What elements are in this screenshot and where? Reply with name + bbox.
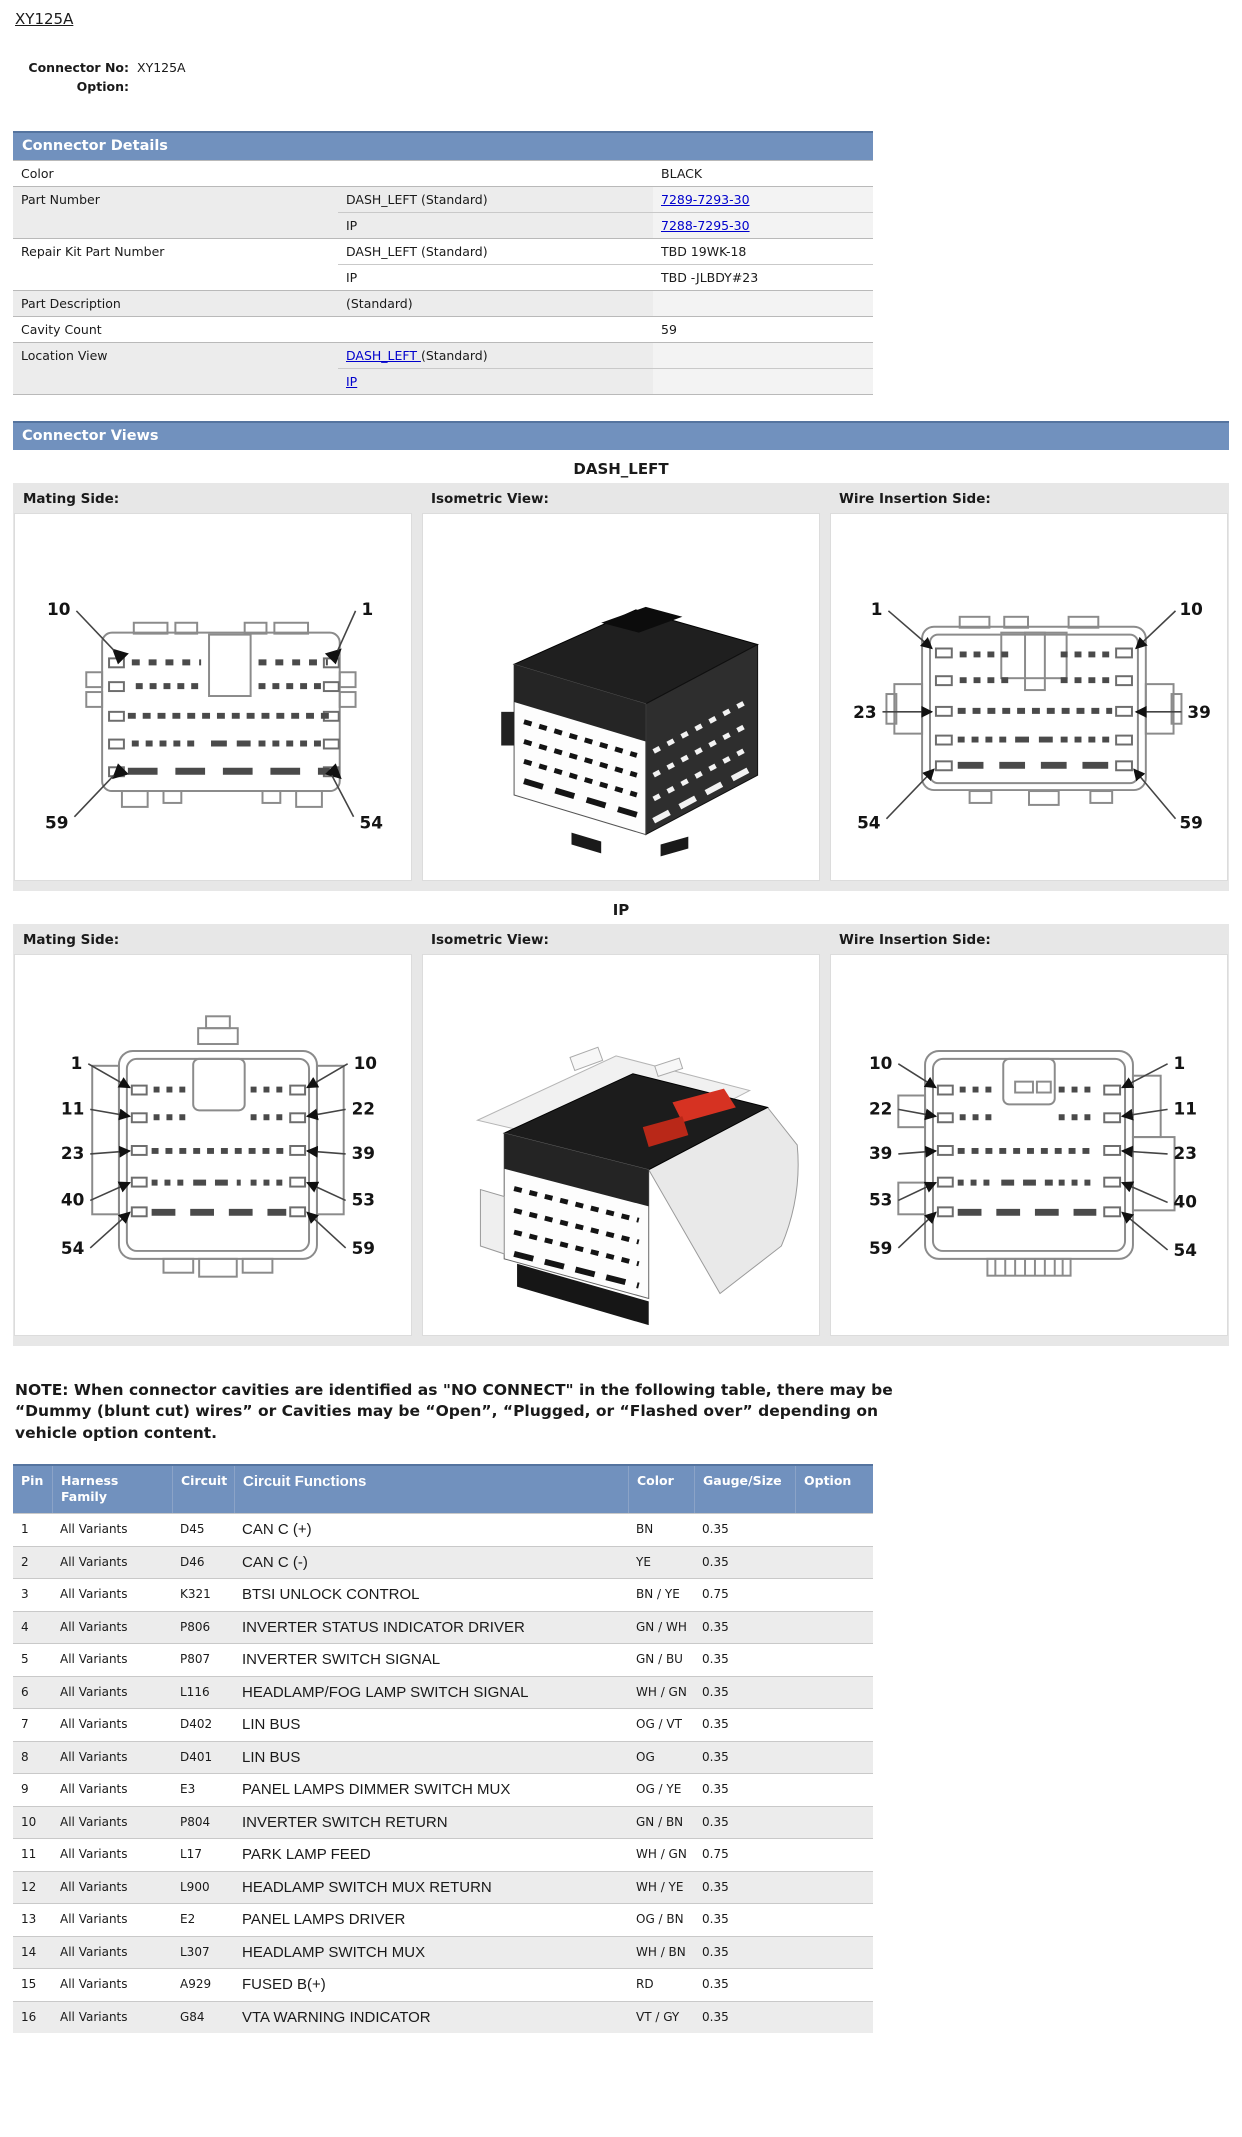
details-row-subs — [338, 239, 873, 290]
pin-cell: 13 — [21, 1912, 37, 1927]
option-cell — [795, 1872, 873, 1904]
wire-color-cell: OG / BN — [636, 1912, 684, 1927]
wire-color-cell: OG — [636, 1749, 655, 1764]
wire-color-cell: WH / GN — [636, 1847, 687, 1862]
pin-row — [13, 1806, 873, 1839]
pin-row — [13, 1936, 873, 1969]
details-middle-cell: DASH_LEFT (Standard) — [346, 243, 488, 259]
pin-cell: 4 — [21, 1619, 29, 1634]
circuit-cell: P804 — [180, 1814, 211, 1829]
details-rows — [13, 160, 873, 395]
circuit-cell: P806 — [180, 1619, 211, 1634]
pin-row — [13, 1871, 873, 1904]
pin-callout: 53 — [351, 1189, 376, 1210]
pin-row — [13, 1513, 873, 1546]
pin-cell: 6 — [21, 1684, 29, 1699]
circuit-cell: E2 — [180, 1912, 196, 1927]
details-row-label: Cavity Count — [21, 321, 102, 337]
dash-left-mating-drawing — [14, 513, 412, 881]
pin-callout: 1 — [361, 598, 374, 619]
wire-color-cell: GN / BU — [636, 1652, 683, 1667]
wire-color-cell: GN / BN — [636, 1814, 684, 1829]
circuit-cell: P807 — [180, 1652, 211, 1667]
gauge-cell: 0.35 — [702, 1522, 729, 1537]
connector-no-value: XY125A — [137, 60, 186, 75]
gauge-cell: 0.35 — [702, 1749, 729, 1764]
pin-cell: 11 — [21, 1847, 37, 1862]
circuit-cell: D402 — [180, 1717, 213, 1732]
details-value-cell: BLACK — [661, 165, 703, 181]
connector-no-line — [17, 58, 1242, 77]
pin-row — [13, 1773, 873, 1806]
pin-callout: 11 — [1173, 1098, 1197, 1119]
details-middle-cell — [338, 317, 653, 342]
header-pin: Pin — [21, 1472, 44, 1488]
details-middle-cell: DASH_LEFT (Standard) — [346, 347, 488, 363]
details-row — [13, 160, 873, 186]
header-harness-family: Harness Family — [52, 1466, 172, 1514]
gauge-cell: 0.35 — [702, 1619, 729, 1634]
circuit-cell: D46 — [180, 1554, 205, 1569]
dash-left-isometric-panel — [422, 483, 820, 881]
pin-row — [13, 1708, 873, 1741]
pin-row — [13, 1741, 873, 1774]
pin-table — [13, 1464, 873, 2034]
option-cell — [795, 1904, 873, 1936]
wire-color-cell: WH / YE — [636, 1879, 684, 1894]
harness-family-cell: All Variants — [60, 1554, 128, 1569]
circuit-function-cell: HEADLAMP/FOG LAMP SWITCH SIGNAL — [242, 1683, 529, 1701]
header-gauge-size: Gauge/Size — [694, 1466, 795, 1514]
details-row-subs — [338, 343, 873, 394]
wire-color-cell: VT / GY — [636, 2009, 680, 2024]
wire-color-cell: BN — [636, 1522, 654, 1537]
pin-cell: 16 — [21, 2009, 37, 2024]
details-row — [13, 290, 873, 316]
wire-color-cell: GN / WH — [636, 1619, 687, 1634]
wire-color-cell: BN / YE — [636, 1587, 680, 1602]
panel-title-wire-insertion: Wire Insertion Side: — [839, 490, 991, 507]
pin-row — [13, 1676, 873, 1709]
pin-callout: 10 — [47, 598, 71, 619]
details-value-cell — [653, 369, 873, 394]
pin-cell: 15 — [21, 1977, 37, 1992]
gauge-cell: 0.35 — [702, 1652, 729, 1667]
panel-title-isometric: Isometric View: — [431, 931, 549, 948]
wire-color-cell: RD — [636, 1977, 654, 1992]
harness-family-cell: All Variants — [60, 1814, 128, 1829]
circuit-function-cell: INVERTER SWITCH RETURN — [242, 1813, 448, 1831]
pin-callout: 39 — [351, 1142, 376, 1163]
no-connect-note: NOTE: When connector cavities are identified as "NO CONNECT" in the following table, there may be “Dummy (blunt cut) wires” or Cavities may be “Open”, “Plugged, or “Flashed over” depending on vehicle option content. — [15, 1380, 893, 1442]
option-cell — [795, 1514, 873, 1546]
details-sub-row — [338, 264, 873, 290]
harness-family-cell: All Variants — [60, 1879, 128, 1894]
pin-row — [13, 1546, 873, 1579]
gauge-cell: 0.35 — [702, 2009, 729, 2024]
circuit-function-cell: HEADLAMP SWITCH MUX — [242, 1943, 426, 1961]
details-value-cell: 59 — [661, 321, 677, 337]
gauge-cell: 0.35 — [702, 1977, 729, 1992]
pin-cell: 12 — [21, 1879, 37, 1894]
pin-row — [13, 2001, 873, 2034]
connector-views-header: Connector Views — [13, 421, 1229, 450]
part-number-link[interactable]: 7288-7295-30 — [661, 217, 750, 233]
pin-callout: 40 — [1173, 1191, 1197, 1212]
isometric-connector-diagram — [423, 514, 819, 880]
gauge-cell: 0.35 — [702, 1944, 729, 1959]
harness-family-cell: All Variants — [60, 1944, 128, 1959]
details-value-cell — [653, 187, 873, 212]
pin-callout: 1 — [70, 1052, 83, 1073]
pin-cell: 14 — [21, 1944, 37, 1959]
details-row-label: Repair Kit Part Number — [21, 243, 165, 259]
circuit-cell: K321 — [180, 1587, 211, 1602]
option-cell — [795, 1839, 873, 1871]
harness-family-cell: All Variants — [60, 1619, 128, 1634]
details-row-subs — [338, 291, 873, 316]
details-row — [13, 238, 873, 290]
location-view-link[interactable]: IP — [346, 373, 358, 389]
details-middle-cell — [338, 161, 653, 186]
connector-face-diagram — [831, 514, 1227, 880]
pin-callout: 22 — [868, 1098, 893, 1119]
harness-family-cell: All Variants — [60, 1522, 128, 1537]
ip-mating-drawing — [14, 954, 412, 1336]
wire-color-cell: WH / BN — [636, 1944, 686, 1959]
gauge-cell: 0.35 — [702, 1684, 729, 1699]
circuit-cell: L900 — [180, 1879, 210, 1894]
circuit-function-cell: PANEL LAMPS DIMMER SWITCH MUX — [242, 1781, 511, 1799]
pin-callout: 54 — [1173, 1239, 1197, 1260]
option-cell — [795, 1612, 873, 1644]
wire-color-cell: WH / GN — [636, 1684, 687, 1699]
circuit-function-cell: VTA WARNING INDICATOR — [242, 2008, 431, 2026]
circuit-cell: L307 — [180, 1944, 210, 1959]
circuit-function-cell: CAN C (+) — [242, 1521, 312, 1539]
pin-callout: 54 — [857, 812, 881, 833]
wire-color-cell: YE — [636, 1554, 651, 1569]
dash-left-views — [13, 483, 1229, 891]
details-row-label: Color — [21, 165, 54, 181]
pin-cell: 1 — [21, 1522, 29, 1537]
pin-cell: 5 — [21, 1652, 29, 1667]
details-row-subs — [338, 317, 873, 342]
pin-callout: 53 — [868, 1189, 893, 1210]
ip-views — [13, 924, 1229, 1346]
page-title: XY125A — [15, 10, 74, 28]
circuit-cell: D401 — [180, 1749, 213, 1764]
gauge-cell: 0.75 — [702, 1587, 729, 1602]
option-cell — [795, 1774, 873, 1806]
connector-no-label: Connector No: — [28, 60, 129, 75]
pin-row — [13, 1903, 873, 1936]
option-cell — [795, 1742, 873, 1774]
pin-cell: 7 — [21, 1717, 29, 1732]
circuit-function-cell: INVERTER STATUS INDICATOR DRIVER — [242, 1618, 525, 1636]
option-cell — [795, 1969, 873, 2001]
dash-left-mating-panel — [14, 483, 412, 881]
circuit-function-cell: LIN BUS — [242, 1748, 301, 1766]
dash-left-wire-insertion-drawing — [830, 513, 1228, 881]
pin-cell: 2 — [21, 1554, 29, 1569]
ip-isometric-panel — [422, 924, 820, 1336]
circuit-function-cell: PARK LAMP FEED — [242, 1846, 371, 1864]
pin-callout: 22 — [351, 1098, 376, 1119]
section-label-ip: IP — [612, 900, 630, 919]
pin-cell: 3 — [21, 1587, 29, 1602]
pin-callout: 23 — [853, 701, 877, 722]
circuit-cell: E3 — [180, 1782, 196, 1797]
dash-left-wire-insertion-panel — [830, 483, 1228, 881]
pin-row — [13, 1578, 873, 1611]
details-value-cell — [653, 291, 873, 316]
pin-callout: 11 — [60, 1098, 85, 1119]
harness-family-cell: All Variants — [60, 1912, 128, 1927]
gauge-cell: 0.35 — [702, 1782, 729, 1797]
panel-title-mating: Mating Side: — [23, 490, 120, 507]
pin-row — [13, 1968, 873, 2001]
panel-title-wire-insertion: Wire Insertion Side: — [839, 931, 991, 948]
connector-meta — [17, 58, 1242, 97]
circuit-function-cell: PANEL LAMPS DRIVER — [242, 1911, 406, 1929]
details-value-cell: TBD -JLBDY#23 — [661, 269, 759, 285]
details-sub-row — [338, 212, 873, 238]
details-sub-row — [338, 368, 873, 394]
details-row-label: Part Description — [21, 295, 121, 311]
wire-color-cell: OG / VT — [636, 1717, 682, 1732]
isometric-connector-diagram — [423, 955, 819, 1335]
harness-family-cell: All Variants — [60, 1782, 128, 1797]
header-option: Option — [795, 1466, 873, 1514]
gauge-cell: 0.35 — [702, 1717, 729, 1732]
header-circuit-functions: Circuit Functions — [234, 1466, 628, 1514]
details-sub-row — [338, 343, 873, 368]
option-cell — [795, 1579, 873, 1611]
details-sub-row — [338, 317, 873, 342]
pin-table-body — [13, 1513, 873, 2033]
pin-table-header — [13, 1464, 873, 1514]
harness-family-cell: All Variants — [60, 1587, 128, 1602]
pin-cell: 8 — [21, 1749, 29, 1764]
panel-title-isometric: Isometric View: — [431, 490, 549, 507]
location-view-link[interactable]: DASH_LEFT — [346, 347, 421, 363]
details-row — [13, 316, 873, 342]
ip-wire-insertion-panel — [830, 924, 1228, 1336]
details-row-subs — [338, 187, 873, 238]
details-middle-cell: DASH_LEFT (Standard) — [346, 191, 488, 207]
details-row — [13, 186, 873, 238]
panel-title-mating: Mating Side: — [23, 931, 120, 948]
pin-callout: 59 — [868, 1237, 893, 1258]
pin-cell: 9 — [21, 1782, 29, 1797]
header-color: Color — [628, 1466, 694, 1514]
details-middle-cell: IP — [346, 217, 358, 233]
pin-callout: 23 — [1173, 1142, 1197, 1163]
gauge-cell: 0.35 — [702, 1879, 729, 1894]
details-middle-cell: (Standard) — [346, 295, 413, 311]
circuit-cell: A929 — [180, 1977, 212, 1992]
pin-callout: 39 — [1187, 701, 1211, 722]
gauge-cell: 0.35 — [702, 1912, 729, 1927]
circuit-function-cell: FUSED B(+) — [242, 1976, 326, 1994]
pin-callout: 10 — [868, 1052, 893, 1073]
circuit-function-cell: BTSI UNLOCK CONTROL — [242, 1586, 420, 1604]
details-sub-row — [338, 161, 873, 186]
harness-family-cell: All Variants — [60, 1652, 128, 1667]
gauge-cell: 0.35 — [702, 1554, 729, 1569]
option-cell — [795, 1677, 873, 1709]
pin-callout: 1 — [870, 598, 883, 619]
details-value-cell — [653, 343, 873, 368]
harness-family-cell: All Variants — [60, 1717, 128, 1732]
ip-mating-panel — [14, 924, 412, 1336]
pin-callout: 54 — [60, 1237, 85, 1258]
circuit-cell: L116 — [180, 1684, 210, 1699]
pin-callout: 39 — [868, 1142, 893, 1163]
circuit-cell: D45 — [180, 1522, 205, 1537]
pin-callout: 10 — [353, 1052, 378, 1073]
connector-details-header: Connector Details — [13, 131, 873, 160]
harness-family-cell: All Variants — [60, 1749, 128, 1764]
dash-left-isometric-drawing — [422, 513, 820, 881]
option-cell — [795, 2002, 873, 2034]
details-row-label: Location View — [21, 347, 108, 363]
gauge-cell: 0.35 — [702, 1814, 729, 1829]
details-row — [13, 342, 873, 394]
pin-callout: 59 — [1179, 812, 1203, 833]
connector-face-diagram — [15, 514, 411, 880]
gauge-cell: 0.75 — [702, 1847, 729, 1862]
header-circuit: Circuit — [172, 1466, 234, 1514]
harness-family-cell: All Variants — [60, 2009, 128, 2024]
option-cell — [795, 1937, 873, 1969]
circuit-cell: L17 — [180, 1847, 202, 1862]
details-row-label: Part Number — [21, 191, 100, 207]
ip-wire-insertion-drawing — [830, 954, 1228, 1336]
option-cell — [795, 1547, 873, 1579]
pin-callout: 59 — [45, 812, 69, 833]
option-cell — [795, 1807, 873, 1839]
option-label: Option: — [76, 79, 129, 95]
details-middle-cell: IP — [346, 269, 358, 285]
option-line — [17, 77, 1242, 96]
pin-row — [13, 1611, 873, 1644]
circuit-function-cell: INVERTER SWITCH SIGNAL — [242, 1651, 441, 1669]
pin-callout: 1 — [1173, 1052, 1186, 1073]
circuit-function-cell: LIN BUS — [242, 1716, 301, 1734]
details-sub-row — [338, 239, 873, 264]
harness-family-cell: All Variants — [60, 1977, 128, 1992]
pin-callout: 10 — [1179, 598, 1203, 619]
wire-color-cell: OG / YE — [636, 1782, 682, 1797]
pin-row — [13, 1643, 873, 1676]
pin-callout: 54 — [359, 812, 383, 833]
section-label-dash-left: DASH_LEFT — [573, 459, 669, 478]
ip-isometric-drawing — [422, 954, 820, 1336]
harness-family-cell: All Variants — [60, 1684, 128, 1699]
pin-cell: 10 — [21, 1814, 37, 1829]
pin-callout: 40 — [60, 1189, 85, 1210]
details-middle-cell — [338, 369, 653, 394]
option-cell — [795, 1709, 873, 1741]
circuit-function-cell: HEADLAMP SWITCH MUX RETURN — [242, 1878, 492, 1896]
harness-family-cell: All Variants — [60, 1847, 128, 1862]
details-value-cell — [653, 213, 873, 238]
connector-face-diagram — [831, 955, 1227, 1335]
circuit-cell: G84 — [180, 2009, 205, 2024]
details-row-subs — [338, 161, 873, 186]
details-sub-row — [338, 187, 873, 212]
pin-callout: 23 — [60, 1142, 85, 1163]
details-value-cell: TBD 19WK-18 — [661, 243, 747, 259]
part-number-link[interactable]: 7289-7293-30 — [661, 191, 750, 207]
option-cell — [795, 1644, 873, 1676]
details-sub-row — [338, 291, 873, 316]
circuit-function-cell: CAN C (-) — [242, 1553, 308, 1571]
connector-face-diagram — [15, 955, 411, 1335]
pin-row — [13, 1838, 873, 1871]
pin-callout: 59 — [351, 1237, 376, 1258]
